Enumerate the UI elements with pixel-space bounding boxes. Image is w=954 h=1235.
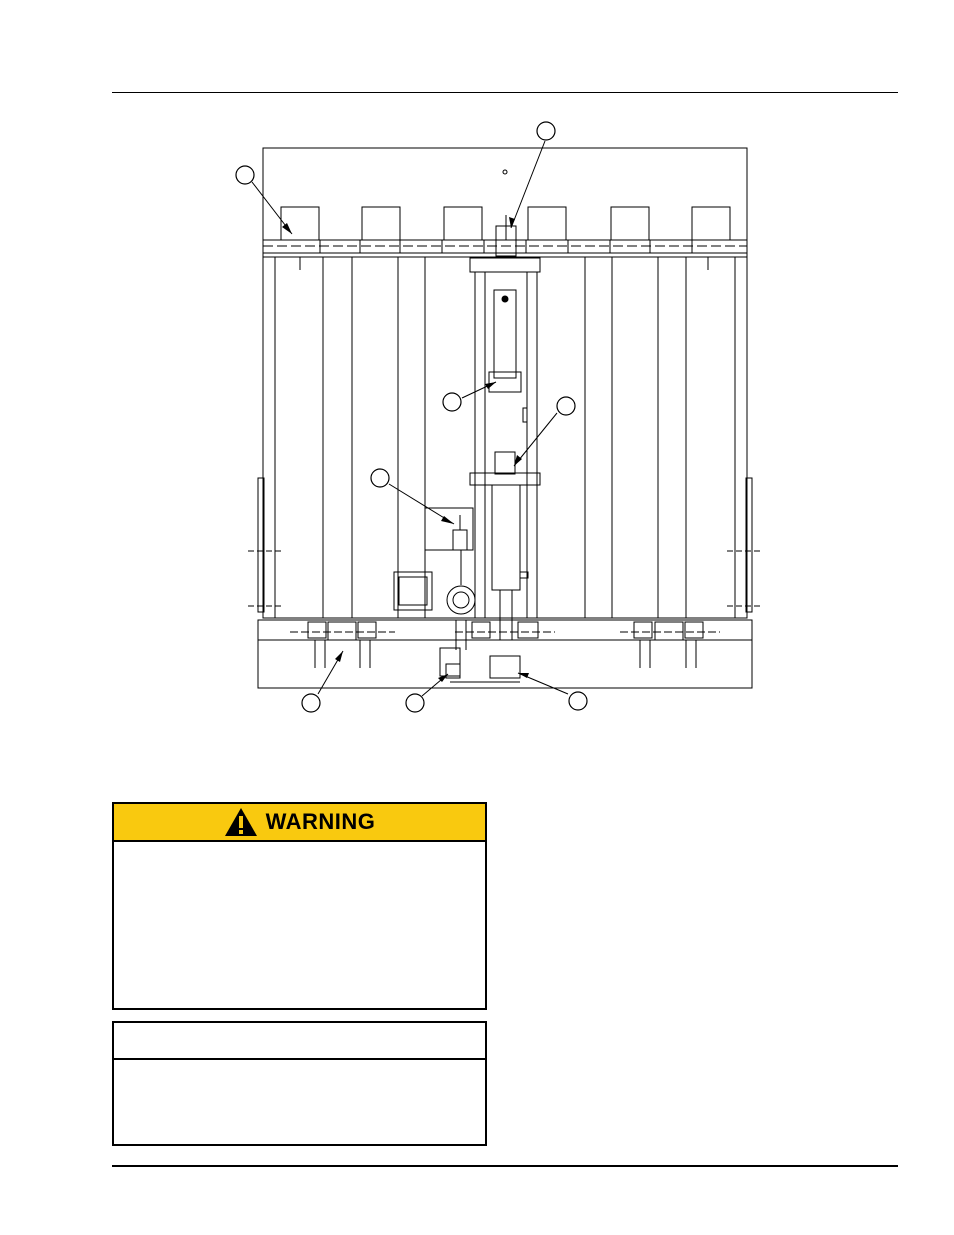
callout-6: [302, 694, 320, 712]
callout-1: [236, 166, 254, 184]
callout-8: [569, 692, 587, 710]
callout-2: [537, 122, 555, 140]
junction-box: [394, 572, 432, 610]
note-box: [112, 1021, 487, 1146]
footer-rule: [112, 1165, 898, 1167]
warning-body: [114, 842, 485, 858]
callout-5: [371, 469, 389, 487]
warning-triangle-icon: [224, 807, 258, 837]
callout-3: [443, 393, 461, 411]
control-panel: [425, 508, 473, 550]
callout-7: [406, 694, 424, 712]
warning-box: [112, 802, 487, 1010]
warning-header: [114, 804, 485, 842]
pump-unit: [440, 648, 460, 676]
callout-arrowheads: [282, 217, 529, 682]
callout-4: [557, 397, 575, 415]
callout-leaders: [252, 141, 568, 696]
deck-beams: [275, 257, 735, 618]
rear-supports: [290, 622, 720, 668]
warning-title: WARNING: [265, 809, 376, 834]
deck-plate: [263, 148, 747, 618]
note-body: [114, 1060, 485, 1076]
callout-circles: [236, 122, 587, 712]
cylinder-frame: [470, 258, 540, 640]
note-header: [114, 1023, 485, 1060]
